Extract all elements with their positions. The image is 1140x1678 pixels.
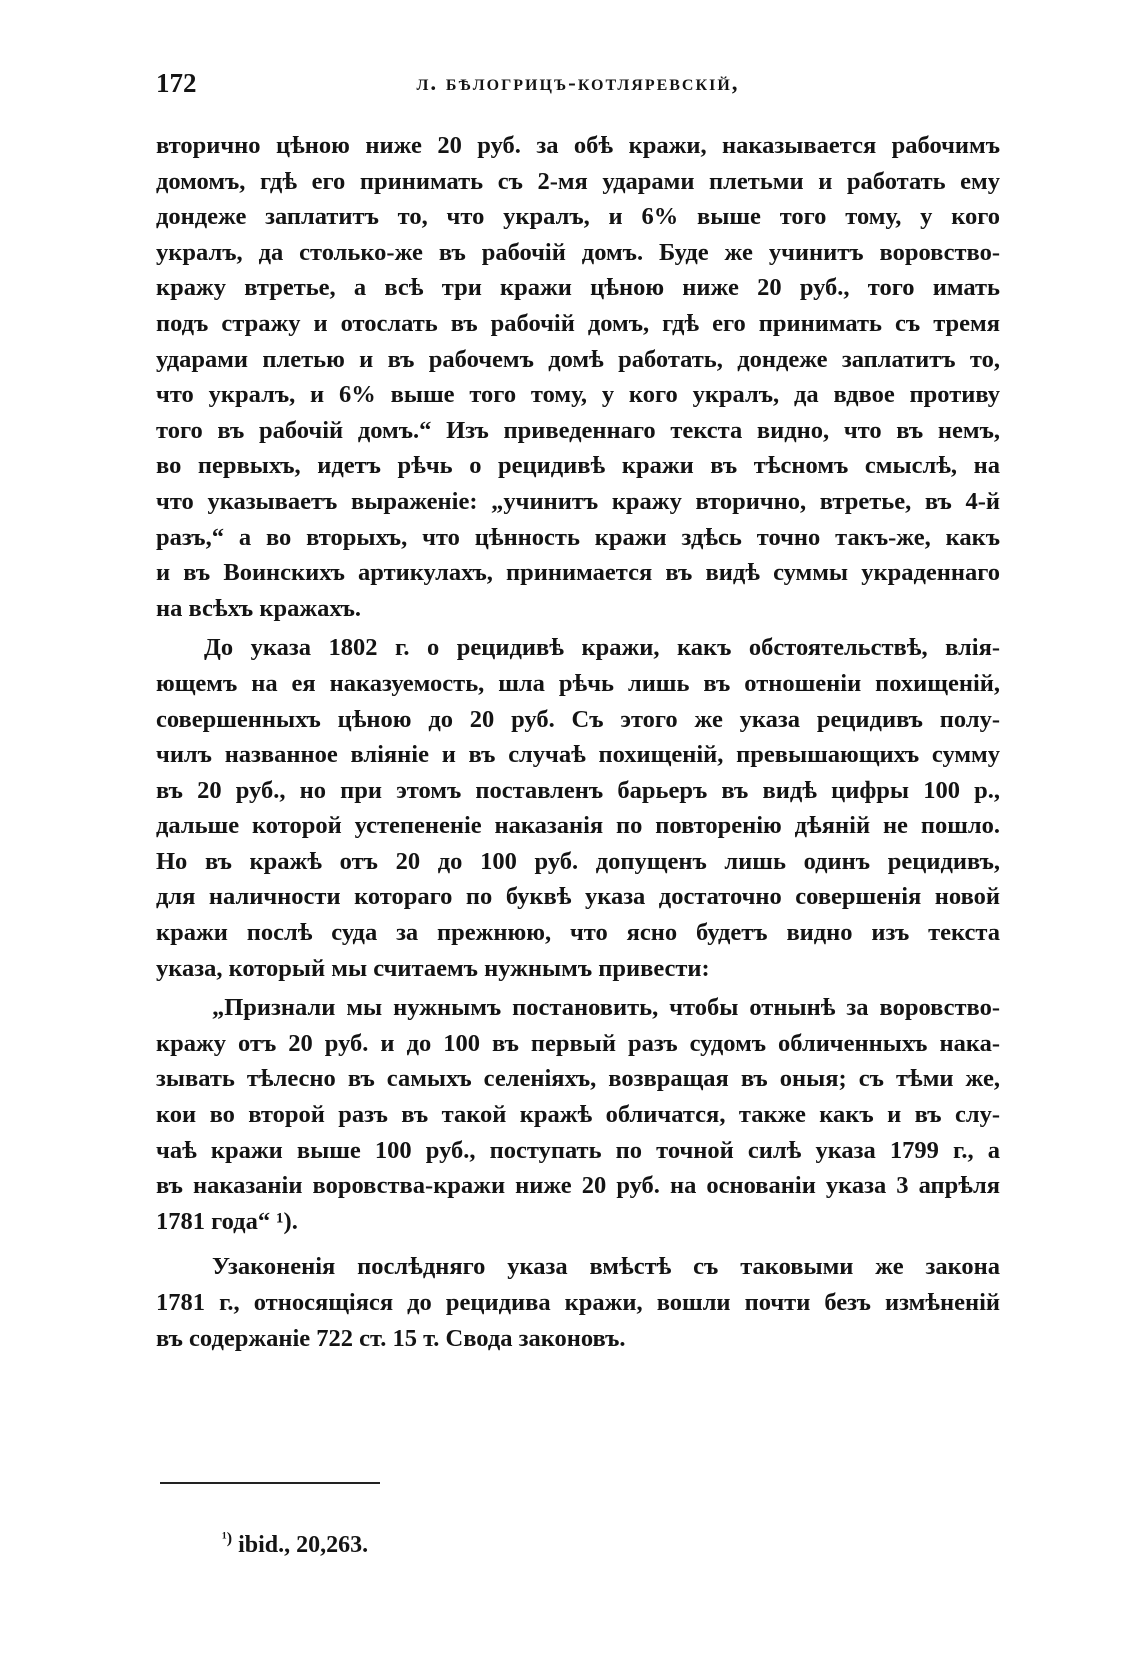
text-line: совершенныхъ цѣною до 20 руб. Съ этого же указа рецидивъ полу- <box>156 705 1000 733</box>
text-line: 1781 г., относящіяся до рецидива кражи, вошли почти безъ измѣненій <box>156 1289 1000 1316</box>
text-line: того въ рабочій домъ.“ Изъ приведеннаго текста видно, что въ немъ, <box>156 416 1000 444</box>
text-line: Узаконенія послѣдняго указа вмѣстѣ съ таковыми же закона <box>212 1253 1000 1281</box>
text-line: что укралъ, и 6% выше того тому, у кого укралъ, да вдвое противу <box>156 381 1000 409</box>
text-line: на всѣхъ кражахъ. <box>156 594 362 622</box>
text-line: и въ Воинскихъ артикулахъ, принимается въ видѣ суммы украденнаго <box>156 559 1000 587</box>
quote-line: зывать тѣлесно въ самыхъ селеніяхъ, возвращая въ оныя; съ тѣми же, <box>156 1065 1000 1093</box>
text-line: во первыхъ, идетъ рѣчь о рецидивѣ кражи въ тѣсномъ смыслѣ, на <box>156 452 1000 480</box>
text-line: указа, который мы считаемъ нужнымъ привести: <box>156 954 710 982</box>
text-line: укралъ, да столько-же въ рабочій домъ. Буде же учинитъ воровство- <box>156 238 1000 266</box>
text-line: ющемъ на ея наказуемость, шла рѣчь лишь въ отношеніи похищеній, <box>156 669 1000 697</box>
page-number: 172 <box>156 68 197 98</box>
text-line: для наличности котораго по буквѣ указа достаточно совершенія новой <box>156 883 1000 911</box>
quote-line: „Признали мы нужнымъ постановить, чтобы отнынѣ за воровство- <box>212 994 1000 1022</box>
text-line: что указываетъ выраженіе: „учинитъ кражу вторично, втретье, въ 4-й <box>156 487 1000 515</box>
text-line: чилъ названное вліяніе и въ случаѣ похищеній, превышающихъ сумму <box>156 741 1000 769</box>
footnote <box>222 1530 368 1559</box>
running-head <box>156 68 1000 108</box>
footnote-text: ibid., 20,263. <box>238 1532 369 1558</box>
text-line: дондеже заплатитъ то, что укралъ, и 6% выше того тому, у кого <box>156 203 1000 231</box>
paragraph-gap <box>156 1239 1000 1249</box>
text-line: кражу втретье, а всѣ три кражи цѣною ниже 20 руб., того имать <box>156 274 1000 302</box>
text-line: ударами плетью и въ рабочемъ домѣ работать, дондеже заплатитъ то, <box>156 345 1000 373</box>
quote-line: въ наказаніи воровства-кражи ниже 20 руб. на основаніи указа 3 апрѣля <box>156 1172 1000 1200</box>
text-line: домомъ, гдѣ его принимать съ 2-мя ударами плетьми и работать ему <box>156 167 1000 195</box>
quote-line: кражу отъ 20 руб. и до 100 въ первый разъ судомъ обличенныхъ нака- <box>156 1029 1000 1057</box>
footnote-rule <box>160 1482 380 1484</box>
text-line: Но въ кражѣ отъ 20 до 100 руб. допущенъ лишь одинъ рецидивъ, <box>156 847 1000 875</box>
quote-line: чаѣ кражи выше 100 руб., поступать по точной силѣ указа 1799 г., а <box>156 1136 1000 1164</box>
running-title: л. бѣлогрицъ-котляревскій, <box>416 70 740 95</box>
quote-line: 1781 года“ ¹). <box>156 1207 298 1235</box>
text-line: дальше которой устепененіе наказанія по повторенію дѣяній не пошло. <box>156 812 1000 840</box>
text-line: До указа 1802 г. о рецидивѣ кражи, какъ обстоятельствѣ, влія- <box>204 634 1000 662</box>
text-line: въ 20 руб., но при этомъ поставленъ барьеръ въ видѣ цифры 100 р., <box>156 776 1000 804</box>
text-line: разъ,“ а во вторыхъ, что цѣнность кражи здѣсь точно такъ-же, какъ <box>156 523 1000 551</box>
text-line: вторично цѣною ниже 20 руб. за обѣ кражи, наказывается рабочимъ <box>156 132 1000 159</box>
quote-line: кои во второй разъ въ такой кражѣ обличатся, также какъ и въ слу- <box>156 1101 1000 1129</box>
text-line: въ содержаніе 722 ст. 15 т. Свода законовъ. <box>156 1324 626 1352</box>
body-text <box>156 128 1000 1356</box>
text-line: кражи послѣ суда за прежнюю, что ясно будетъ видно изъ текста <box>156 919 1000 947</box>
text-line: подъ стражу и отослать въ рабочій домъ, гдѣ его принимать съ тремя <box>156 309 1000 337</box>
footnote-mark: ¹) <box>222 1530 233 1547</box>
